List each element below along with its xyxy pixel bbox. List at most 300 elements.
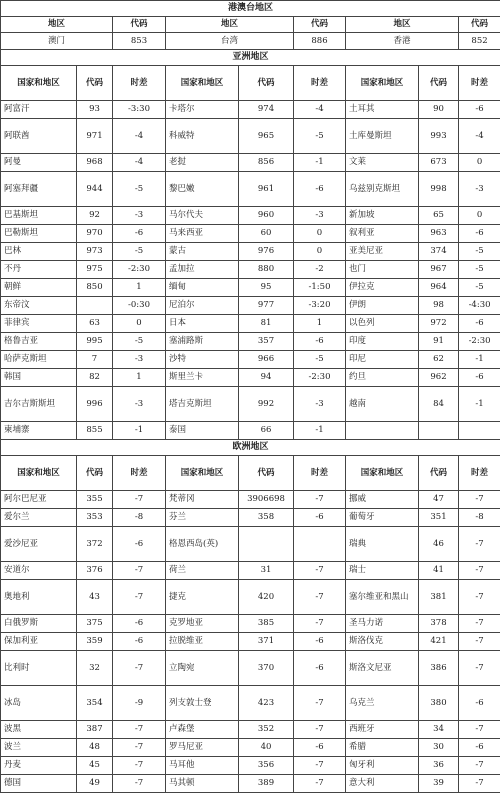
time-difference: 0 xyxy=(459,154,500,172)
dial-code: 972 xyxy=(419,315,459,333)
time-difference: -7 xyxy=(113,739,166,757)
dial-code: 381 xyxy=(419,580,459,615)
column-header: 代码 xyxy=(419,456,459,491)
time-difference: -6 xyxy=(459,225,500,243)
dial-code: 36 xyxy=(419,757,459,775)
table-row xyxy=(1,207,500,225)
dial-code: 351 xyxy=(419,509,459,527)
table-row xyxy=(1,172,500,207)
time-difference: -7 xyxy=(294,580,346,615)
time-difference: -2 xyxy=(294,261,346,279)
dial-code: 92 xyxy=(77,207,113,225)
dial-code: 39 xyxy=(419,775,459,793)
region-name: 哈萨克斯坦 xyxy=(1,351,77,369)
time-difference: -3:30 xyxy=(113,101,166,119)
time-difference: -2:30 xyxy=(294,369,346,387)
time-difference: -5 xyxy=(294,119,346,154)
time-difference: -6 xyxy=(459,315,500,333)
dial-code: 993 xyxy=(419,119,459,154)
region-name: 新加坡 xyxy=(346,207,419,225)
dial-code: 95 xyxy=(239,279,294,297)
region-name: 巴林 xyxy=(1,243,77,261)
region-name: 安道尔 xyxy=(1,562,77,580)
region-name: 马耳他 xyxy=(166,757,239,775)
region-name: 科威特 xyxy=(166,119,239,154)
region-name: 丹麦 xyxy=(1,757,77,775)
table-row xyxy=(1,261,500,279)
dial-code xyxy=(239,527,294,562)
dial-code: 82 xyxy=(77,369,113,387)
region-name: 印度 xyxy=(346,333,419,351)
time-difference: -6 xyxy=(459,686,500,721)
region-name: 乌兹别克斯坦 xyxy=(346,172,419,207)
dial-code: 977 xyxy=(239,297,294,315)
region-name: 卢森堡 xyxy=(166,721,239,739)
dial-code: 355 xyxy=(77,491,113,509)
dial-code xyxy=(419,422,459,440)
time-difference: -7 xyxy=(294,775,346,793)
dial-code: 352 xyxy=(239,721,294,739)
dial-code: 673 xyxy=(419,154,459,172)
time-difference: -6 xyxy=(113,527,166,562)
table-row xyxy=(1,739,500,757)
region-name: 马来西亚 xyxy=(166,225,239,243)
region-name: 德国 xyxy=(1,775,77,793)
region-name: 瑞士 xyxy=(346,562,419,580)
region-name: 香港 xyxy=(346,33,459,50)
region-name: 圣马力诺 xyxy=(346,615,419,633)
dial-code xyxy=(77,297,113,315)
region-name: 东帝汶 xyxy=(1,297,77,315)
region-name: 荷兰 xyxy=(166,562,239,580)
section-title: 欧洲地区 xyxy=(1,440,500,456)
time-difference: -6 xyxy=(294,633,346,651)
dial-code: 62 xyxy=(419,351,459,369)
column-header: 代码 xyxy=(77,456,113,491)
column-header: 时差 xyxy=(113,66,166,101)
table-row xyxy=(1,33,500,50)
time-difference: -5 xyxy=(113,243,166,261)
time-difference: -7 xyxy=(459,562,500,580)
time-difference: -1 xyxy=(113,422,166,440)
region-name: 以色列 xyxy=(346,315,419,333)
region-name: 阿塞拜疆 xyxy=(1,172,77,207)
time-difference: -5 xyxy=(459,279,500,297)
region-name: 韩国 xyxy=(1,369,77,387)
table-row xyxy=(1,225,500,243)
region-name: 西班牙 xyxy=(346,721,419,739)
column-header: 国家和地区 xyxy=(166,456,239,491)
section-title: 港澳台地区 xyxy=(1,1,500,17)
dial-code: 359 xyxy=(77,633,113,651)
region-name: 也门 xyxy=(346,261,419,279)
time-difference: -8 xyxy=(113,509,166,527)
region-name: 伊拉克 xyxy=(346,279,419,297)
region-name: 印尼 xyxy=(346,351,419,369)
table-row xyxy=(1,315,500,333)
region-name: 阿尔巴尼亚 xyxy=(1,491,77,509)
time-difference: -7 xyxy=(459,527,500,562)
dial-code: 944 xyxy=(77,172,113,207)
time-difference: -7 xyxy=(294,562,346,580)
region-name: 缅甸 xyxy=(166,279,239,297)
region-name: 泰国 xyxy=(166,422,239,440)
time-difference: -3 xyxy=(459,172,500,207)
region-name: 阿曼 xyxy=(1,154,77,172)
time-difference xyxy=(294,527,346,562)
time-difference: 1 xyxy=(294,315,346,333)
dial-code: 93 xyxy=(77,101,113,119)
time-difference: -7 xyxy=(294,686,346,721)
time-difference: -7 xyxy=(459,580,500,615)
time-difference: -4 xyxy=(113,119,166,154)
dial-code: 976 xyxy=(239,243,294,261)
dial-code: 389 xyxy=(239,775,294,793)
region-name: 吉尔吉斯斯坦 xyxy=(1,387,77,422)
header-row xyxy=(1,17,500,33)
column-header: 国家和地区 xyxy=(346,66,419,101)
dial-code: 357 xyxy=(239,333,294,351)
time-difference: -7 xyxy=(294,757,346,775)
dial-code: 3906698 xyxy=(239,491,294,509)
dial-code: 65 xyxy=(419,207,459,225)
region-name: 梵蒂冈 xyxy=(166,491,239,509)
region-name: 老挝 xyxy=(166,154,239,172)
dial-code: 94 xyxy=(239,369,294,387)
dial-code: 992 xyxy=(239,387,294,422)
region-name: 列支敦士登 xyxy=(166,686,239,721)
dial-code: 962 xyxy=(419,369,459,387)
section-title: 亚洲地区 xyxy=(1,50,500,66)
region-name: 尼泊尔 xyxy=(166,297,239,315)
time-difference: -7 xyxy=(294,721,346,739)
dial-code: 853 xyxy=(113,33,166,50)
dial-code: 370 xyxy=(239,651,294,686)
time-difference: -5 xyxy=(459,243,500,261)
region-name: 日本 xyxy=(166,315,239,333)
column-header: 代码 xyxy=(294,17,346,33)
header-row xyxy=(1,456,500,491)
time-difference: -7 xyxy=(113,651,166,686)
table-row xyxy=(1,615,500,633)
dial-code: 32 xyxy=(77,651,113,686)
region-name: 格恩西岛(英) xyxy=(166,527,239,562)
dial-code: 964 xyxy=(419,279,459,297)
column-header: 代码 xyxy=(239,66,294,101)
dial-code: 973 xyxy=(77,243,113,261)
time-difference: -7 xyxy=(294,615,346,633)
time-difference: -4 xyxy=(113,154,166,172)
region-name: 阿富汗 xyxy=(1,101,77,119)
time-difference: -7 xyxy=(294,491,346,509)
time-difference: -7 xyxy=(459,615,500,633)
column-header: 地区 xyxy=(166,17,294,33)
region-name: 克罗地亚 xyxy=(166,615,239,633)
dial-code: 423 xyxy=(239,686,294,721)
region-name: 意大利 xyxy=(346,775,419,793)
dial-code: 49 xyxy=(77,775,113,793)
dial-code: 40 xyxy=(239,739,294,757)
dial-code: 63 xyxy=(77,315,113,333)
region-name xyxy=(346,422,419,440)
column-header: 时差 xyxy=(113,456,166,491)
region-name: 卡塔尔 xyxy=(166,101,239,119)
dial-code: 850 xyxy=(77,279,113,297)
table-row xyxy=(1,101,500,119)
dial-code: 81 xyxy=(239,315,294,333)
dial-code: 852 xyxy=(459,33,500,50)
time-difference: -6 xyxy=(459,369,500,387)
dial-code: 90 xyxy=(419,101,459,119)
dial-code: 880 xyxy=(239,261,294,279)
time-difference xyxy=(459,422,500,440)
time-difference: -7 xyxy=(459,775,500,793)
dial-code: 98 xyxy=(419,297,459,315)
time-difference: -2:30 xyxy=(113,261,166,279)
time-difference: -2:30 xyxy=(459,333,500,351)
region-name: 斯洛文尼亚 xyxy=(346,651,419,686)
region-name: 亚美尼亚 xyxy=(346,243,419,261)
header-row xyxy=(1,66,500,101)
time-difference: -0:30 xyxy=(113,297,166,315)
dial-code: 386 xyxy=(419,651,459,686)
table-row xyxy=(1,775,500,793)
region-name: 马其顿 xyxy=(166,775,239,793)
table-row xyxy=(1,651,500,686)
table-row xyxy=(1,369,500,387)
dial-code: 967 xyxy=(419,261,459,279)
time-difference: -5 xyxy=(113,172,166,207)
dial-code: 34 xyxy=(419,721,459,739)
dial-code: 46 xyxy=(419,527,459,562)
region-name: 波兰 xyxy=(1,739,77,757)
dial-code: 995 xyxy=(77,333,113,351)
time-difference: -4 xyxy=(294,101,346,119)
table-row xyxy=(1,279,500,297)
column-header: 国家和地区 xyxy=(346,456,419,491)
dial-code: 966 xyxy=(239,351,294,369)
dial-code: 963 xyxy=(419,225,459,243)
table-row xyxy=(1,757,500,775)
region-name: 蒙古 xyxy=(166,243,239,261)
region-name: 斯里兰卡 xyxy=(166,369,239,387)
dial-code: 45 xyxy=(77,757,113,775)
region-name: 爱尔兰 xyxy=(1,509,77,527)
dial-code: 996 xyxy=(77,387,113,422)
region-name: 拉脱维亚 xyxy=(166,633,239,651)
time-difference: 0 xyxy=(294,243,346,261)
region-name: 葡萄牙 xyxy=(346,509,419,527)
section-title-row xyxy=(1,1,500,17)
region-name: 罗马尼亚 xyxy=(166,739,239,757)
time-difference: -4:30 xyxy=(459,297,500,315)
time-difference: -7 xyxy=(459,757,500,775)
region-name: 白俄罗斯 xyxy=(1,615,77,633)
dial-code: 961 xyxy=(239,172,294,207)
time-difference: -3 xyxy=(294,387,346,422)
region-name: 约旦 xyxy=(346,369,419,387)
time-difference: -5 xyxy=(459,261,500,279)
region-name: 乌克兰 xyxy=(346,686,419,721)
column-header: 代码 xyxy=(239,456,294,491)
time-difference: -3 xyxy=(113,351,166,369)
dial-code: 856 xyxy=(239,154,294,172)
column-header: 国家和地区 xyxy=(1,456,77,491)
region-name: 奥地利 xyxy=(1,580,77,615)
region-name: 巴勒斯坦 xyxy=(1,225,77,243)
region-name: 土库曼斯坦 xyxy=(346,119,419,154)
region-name: 波黑 xyxy=(1,721,77,739)
dial-code: 378 xyxy=(419,615,459,633)
column-header: 代码 xyxy=(419,66,459,101)
time-difference: -6 xyxy=(459,739,500,757)
time-difference: -3:20 xyxy=(294,297,346,315)
column-header: 时差 xyxy=(294,66,346,101)
region-name: 塔吉克斯坦 xyxy=(166,387,239,422)
dial-code: 41 xyxy=(419,562,459,580)
region-name: 沙特 xyxy=(166,351,239,369)
region-name: 澳门 xyxy=(1,33,113,50)
time-difference: -7 xyxy=(113,757,166,775)
region-name: 阿联酋 xyxy=(1,119,77,154)
time-difference: -7 xyxy=(113,562,166,580)
time-difference: -7 xyxy=(459,721,500,739)
region-name: 叙利亚 xyxy=(346,225,419,243)
dial-code: 376 xyxy=(77,562,113,580)
table-row xyxy=(1,243,500,261)
dial-code: 886 xyxy=(294,33,346,50)
dial-code: 855 xyxy=(77,422,113,440)
dial-code: 960 xyxy=(239,207,294,225)
region-name: 柬埔寨 xyxy=(1,422,77,440)
dial-code: 354 xyxy=(77,686,113,721)
time-difference: -7 xyxy=(113,721,166,739)
region-name: 台湾 xyxy=(166,33,294,50)
table-row xyxy=(1,387,500,422)
time-difference: -6 xyxy=(113,225,166,243)
table-row xyxy=(1,333,500,351)
region-name: 冰岛 xyxy=(1,686,77,721)
region-name: 格鲁吉亚 xyxy=(1,333,77,351)
time-difference: -6 xyxy=(294,333,346,351)
time-difference: -5 xyxy=(294,351,346,369)
dial-code: 421 xyxy=(419,633,459,651)
dial-code: 47 xyxy=(419,491,459,509)
dial-code: 387 xyxy=(77,721,113,739)
table-row xyxy=(1,297,500,315)
dial-code: 975 xyxy=(77,261,113,279)
time-difference: -5 xyxy=(113,333,166,351)
section-title-row xyxy=(1,50,500,66)
column-header: 时差 xyxy=(459,66,500,101)
time-difference: -7 xyxy=(459,491,500,509)
dial-code: 375 xyxy=(77,615,113,633)
table-row xyxy=(1,527,500,562)
table-row xyxy=(1,422,500,440)
time-difference: -6 xyxy=(113,633,166,651)
time-difference: -1 xyxy=(459,351,500,369)
time-difference: -6 xyxy=(294,509,346,527)
column-header: 地区 xyxy=(346,17,459,33)
region-name: 文莱 xyxy=(346,154,419,172)
region-name: 挪威 xyxy=(346,491,419,509)
time-difference: 0 xyxy=(113,315,166,333)
region-name: 捷克 xyxy=(166,580,239,615)
dial-code: 385 xyxy=(239,615,294,633)
dial-code: 48 xyxy=(77,739,113,757)
time-difference: -1 xyxy=(294,154,346,172)
time-difference: -1 xyxy=(294,422,346,440)
dial-code: 30 xyxy=(419,739,459,757)
time-difference: -6 xyxy=(459,101,500,119)
dial-code: 31 xyxy=(239,562,294,580)
region-name: 希腊 xyxy=(346,739,419,757)
column-header: 国家和地区 xyxy=(1,66,77,101)
time-difference: 1 xyxy=(113,369,166,387)
column-header: 时差 xyxy=(459,456,500,491)
section-title-row xyxy=(1,440,500,456)
dial-code: 380 xyxy=(419,686,459,721)
region-name: 越南 xyxy=(346,387,419,422)
column-header: 代码 xyxy=(77,66,113,101)
dial-code: 356 xyxy=(239,757,294,775)
time-difference: -1:50 xyxy=(294,279,346,297)
time-difference: 0 xyxy=(294,225,346,243)
dial-code: 420 xyxy=(239,580,294,615)
table-row xyxy=(1,119,500,154)
dial-code: 7 xyxy=(77,351,113,369)
time-difference: -9 xyxy=(113,686,166,721)
dial-code: 968 xyxy=(77,154,113,172)
region-name: 巴基斯坦 xyxy=(1,207,77,225)
dial-code: 970 xyxy=(77,225,113,243)
region-name: 保加利亚 xyxy=(1,633,77,651)
region-name: 黎巴嫩 xyxy=(166,172,239,207)
table-row xyxy=(1,686,500,721)
time-difference: -6 xyxy=(294,172,346,207)
region-name: 菲律宾 xyxy=(1,315,77,333)
time-difference: -7 xyxy=(459,651,500,686)
time-difference: 1 xyxy=(113,279,166,297)
column-header: 国家和地区 xyxy=(166,66,239,101)
region-name: 塞尔维亚和黑山 xyxy=(346,580,419,615)
dial-code: 971 xyxy=(77,119,113,154)
region-name: 马尔代夫 xyxy=(166,207,239,225)
table-row xyxy=(1,580,500,615)
table-row xyxy=(1,633,500,651)
region-name: 爱沙尼亚 xyxy=(1,527,77,562)
dial-code: 374 xyxy=(419,243,459,261)
time-difference: -6 xyxy=(113,615,166,633)
time-difference: -3 xyxy=(294,207,346,225)
dial-code: 371 xyxy=(239,633,294,651)
time-difference: 0 xyxy=(459,207,500,225)
region-name: 伊朗 xyxy=(346,297,419,315)
table-row xyxy=(1,562,500,580)
region-name: 比利时 xyxy=(1,651,77,686)
column-header: 时差 xyxy=(294,456,346,491)
time-difference: -4 xyxy=(459,119,500,154)
region-name: 立陶宛 xyxy=(166,651,239,686)
region-name: 匈牙利 xyxy=(346,757,419,775)
column-header: 代码 xyxy=(113,17,166,33)
dial-code: 358 xyxy=(239,509,294,527)
table-row xyxy=(1,491,500,509)
column-header: 代码 xyxy=(459,17,500,33)
table-row xyxy=(1,721,500,739)
time-difference: -3 xyxy=(113,207,166,225)
time-difference: -7 xyxy=(459,633,500,651)
